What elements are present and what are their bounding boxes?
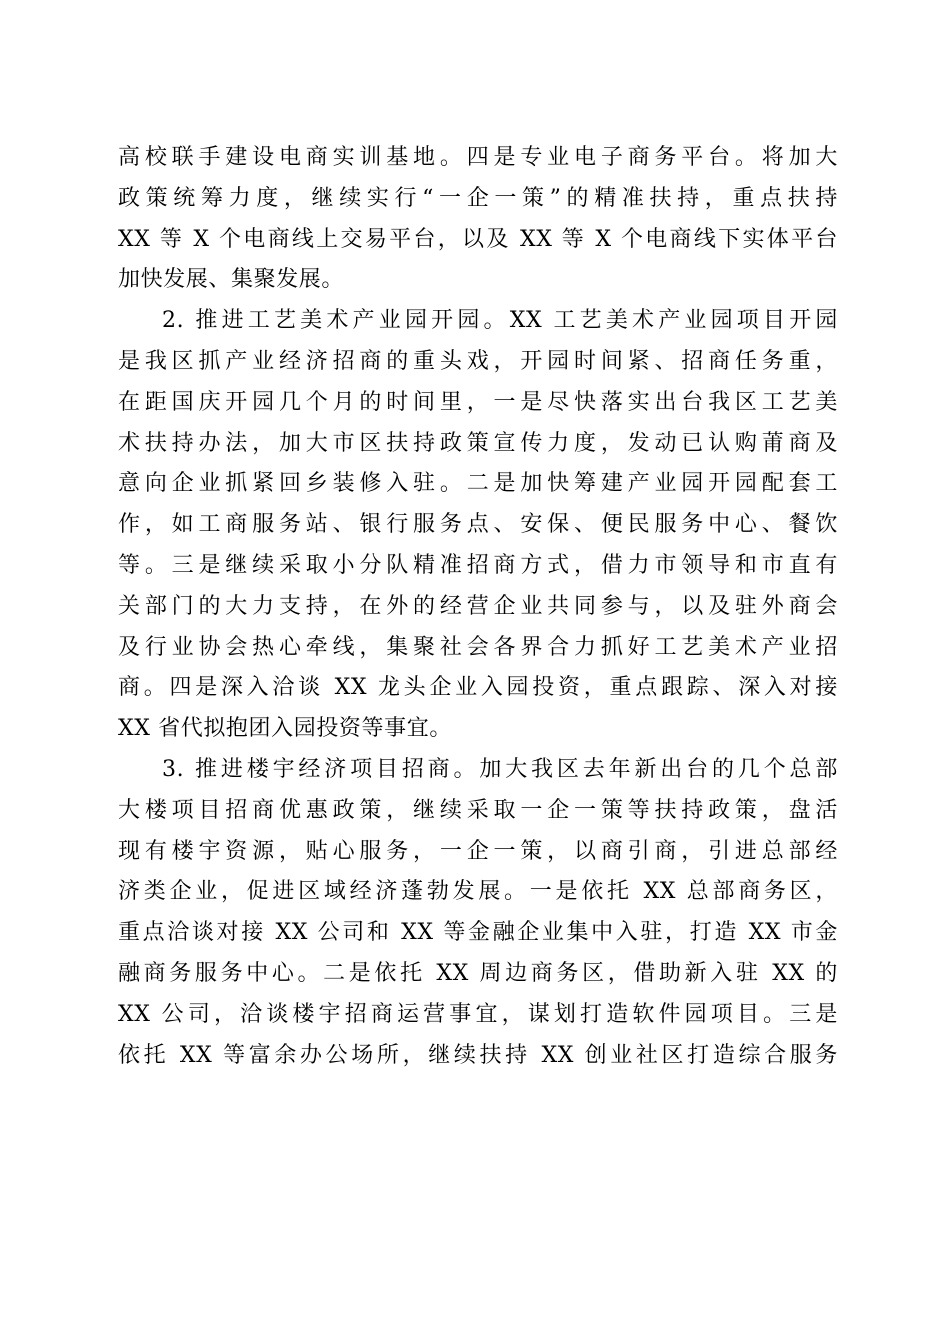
text-line: 融商务服务中心。二是依托 XX 周边商务区，借助新入驻 XX 的 [118, 960, 838, 986]
text-line: XX 公司，洽谈楼宇招商运营事宜，谋划打造软件园项目。三是 [118, 1001, 838, 1027]
text-line: XX 省代拟抱团入园投资等事宜。 [118, 716, 452, 742]
text-line: 作，如工商服务站、银行服务点、安保、便民服务中心、餐饮 [118, 512, 838, 538]
text-line: 3. 推进楼宇经济项目招商。加大我区去年新出台的几个总部 [162, 756, 838, 782]
text-line: 商。四是深入洽谈 XX 龙头企业入园投资，重点跟踪、深入对接 [118, 675, 838, 701]
text-line: XX 等 X 个电商线上交易平台，以及 XX 等 X 个电商线下实体平台 [118, 226, 838, 252]
text-line: 2. 推进工艺美术产业园开园。XX 工艺美术产业园项目开园 [162, 308, 838, 334]
text-line: 大楼项目招商优惠政策，继续采取一企一策等扶持政策，盘活 [118, 797, 838, 823]
text-line: 现有楼宇资源，贴心服务，一企一策，以商引商，引进总部经 [118, 838, 838, 864]
paragraph-item-2 [118, 301, 838, 750]
text-line: 高校联手建设电商实训基地。四是专业电子商务平台。将加大 [118, 145, 838, 170]
text-line: 加快发展、集聚发展。 [118, 267, 345, 293]
text-line: 及行业协会热心牵线，集聚社会各界合力抓好工艺美术产业招 [118, 634, 838, 660]
text-line: 关部门的大力支持，在外的经营企业共同参与，以及驻外商会 [118, 593, 838, 619]
paragraph-continuation [118, 138, 838, 301]
text-line: 是我区抓产业经济招商的重头戏，开园时间紧、招商任务重， [118, 348, 838, 374]
text-line: 济类企业，促进区域经济蓬勃发展。一是依托 XX 总部商务区， [118, 879, 838, 905]
paragraph-item-3 [118, 750, 838, 1076]
text-line: 在距国庆开园几个月的时间里，一是尽快落实出台我区工艺美 [118, 389, 838, 415]
text-line: 等。三是继续采取小分队精准招商方式，借力市领导和市直有 [118, 552, 838, 578]
text-line: 政策统筹力度，继续实行“一企一策”的精准扶持，重点扶持 [118, 185, 838, 211]
text-line: 术扶持办法，加大市区扶持政策宣传力度，发动已认购莆商及 [118, 430, 838, 456]
text-line: 意向企业抓紧回乡装修入驻。二是加快筹建产业园开园配套工 [118, 471, 838, 497]
text-line: 重点洽谈对接 XX 公司和 XX 等金融企业集中入驻，打造 XX 市金 [118, 920, 838, 946]
document-body [118, 138, 838, 1076]
text-line: 依托 XX 等富余办公场所，继续扶持 XX 创业社区打造综合服务 [118, 1042, 838, 1068]
